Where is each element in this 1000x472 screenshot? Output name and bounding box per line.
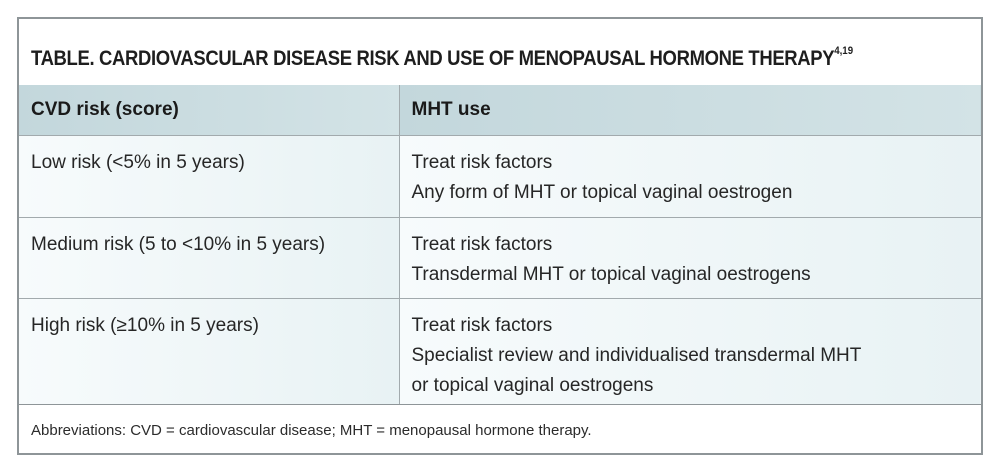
- title-row: [19, 19, 981, 85]
- table-header-row: [19, 85, 981, 136]
- footnote-row: [19, 404, 981, 453]
- table-title-text: TABLE. CARDIOVASCULAR DISEASE RISK AND USE OF MENOPAUSAL HORMONE THERAPY: [31, 47, 835, 70]
- header-mht-use: MHT use: [399, 85, 981, 136]
- risk-label: Low risk (<5% in 5 years): [31, 152, 245, 173]
- use-line: or topical vaginal oestrogens: [411, 375, 654, 396]
- risk-label: High risk (≥10% in 5 years): [31, 315, 259, 336]
- table-frame: [17, 17, 983, 455]
- use-line: Treat risk factors: [411, 152, 553, 173]
- table-row: [19, 136, 981, 218]
- use-cell-low: [399, 136, 981, 218]
- table-row: [19, 218, 981, 299]
- risk-cell-low: [19, 136, 399, 218]
- risk-table: [19, 85, 981, 404]
- risk-cell-high: [19, 299, 399, 405]
- table-row: [19, 299, 981, 405]
- use-line: Treat risk factors: [411, 234, 553, 255]
- header-cvd-risk: CVD risk (score): [19, 85, 399, 136]
- use-cell-medium: [399, 218, 981, 299]
- use-line: Specialist review and individualised transdermal MHT: [411, 345, 862, 366]
- risk-label: Medium risk (5 to <10% in 5 years): [31, 234, 326, 255]
- risk-cell-medium: [19, 218, 399, 299]
- abbreviations-footnote: Abbreviations: CVD = cardiovascular disease; MHT = menopausal hormone therapy.: [31, 422, 592, 439]
- use-line: Transdermal MHT or topical vaginal oestrogens: [411, 264, 811, 285]
- use-cell-high: [399, 299, 981, 405]
- title-references: 4,19: [834, 45, 854, 57]
- use-line: Treat risk factors: [411, 315, 553, 336]
- table-title: [31, 45, 867, 71]
- use-line: Any form of MHT or topical vaginal oestrogen: [411, 182, 793, 203]
